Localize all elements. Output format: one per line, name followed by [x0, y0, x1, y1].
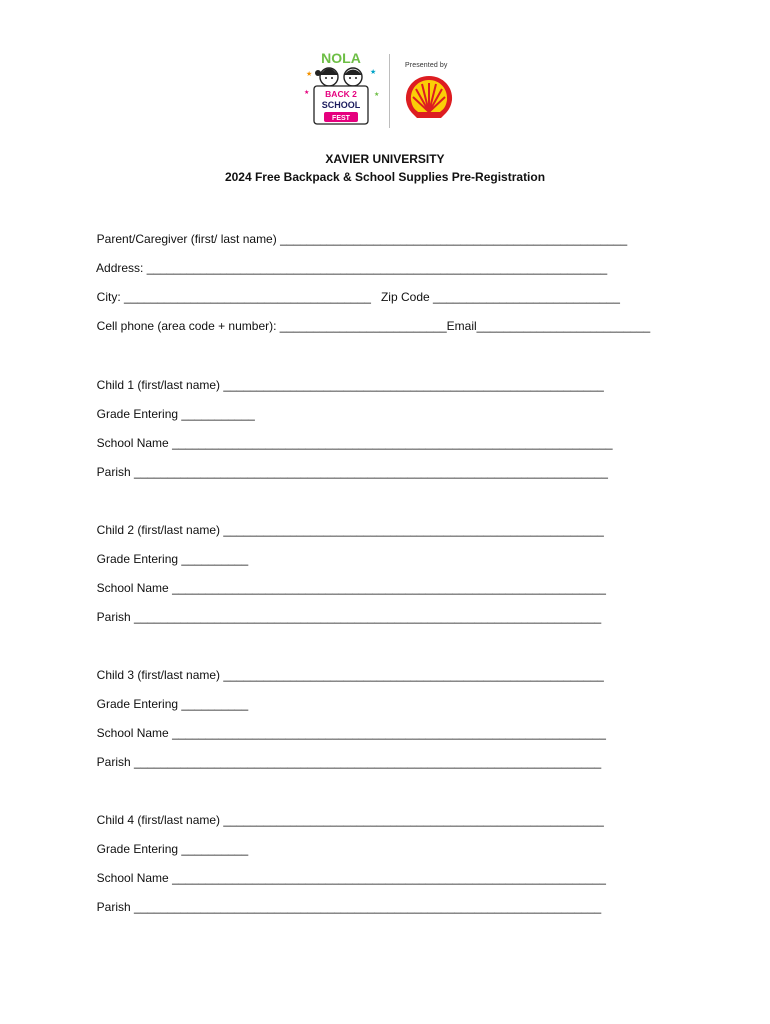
child1-parish-label: Parish: [96, 465, 131, 479]
child1-name-line[interactable]: [90, 361, 604, 393]
presented-by-text: Presented by: [405, 62, 448, 69]
child2-parish-label: Parish: [96, 610, 131, 624]
address-label: Address:: [96, 261, 144, 275]
email-blank[interactable]: __________________________: [476, 319, 651, 333]
address-line[interactable]: [90, 244, 607, 276]
child3-school-label: School Name: [96, 726, 169, 740]
child2-school-line[interactable]: [90, 564, 606, 596]
logo-divider: [389, 54, 390, 128]
child3-parish-blank[interactable]: ______________________________________________________________________: [134, 755, 602, 769]
zip-blank[interactable]: ____________________________: [433, 290, 620, 304]
email-label: Email: [446, 319, 477, 333]
phone-label: Cell phone (area code + number):: [96, 319, 277, 333]
child3-parish-label: Parish: [96, 755, 131, 769]
zip-label: Zip Code: [380, 290, 430, 304]
child3-grade-line[interactable]: [90, 680, 248, 712]
child4-parish-line[interactable]: [90, 883, 601, 915]
shell-pecten-logo: [403, 74, 455, 122]
child4-parish-label: Parish: [96, 900, 131, 914]
child3-name-line[interactable]: [90, 651, 604, 683]
child2-grade-label: Grade Entering: [96, 552, 179, 566]
child4-name-line[interactable]: [90, 796, 604, 828]
child1-grade-blank[interactable]: ___________: [181, 407, 255, 421]
child3-grade-label: Grade Entering: [96, 697, 179, 711]
child1-school-label: School Name: [96, 436, 169, 450]
child4-grade-blank[interactable]: __________: [181, 842, 249, 856]
city-label: City:: [96, 290, 121, 304]
child4-name-blank[interactable]: _________________________________________________________: [223, 813, 604, 827]
child2-name-line[interactable]: [90, 506, 604, 538]
parent-name-label: Parent/Caregiver (first/ last name): [96, 232, 277, 246]
child3-parish-line[interactable]: [90, 738, 601, 770]
svg-text:★: ★: [374, 92, 380, 98]
header-logos: [300, 46, 480, 134]
child2-school-label: School Name: [96, 581, 169, 595]
child1-school-line[interactable]: [90, 419, 613, 451]
form-title: XAVIER UNIVERSITY: [325, 152, 445, 166]
child4-name-label: Child 4 (first/last name): [96, 813, 221, 827]
form-subtitle: 2024 Free Backpack & School Supplies Pre-Registration: [224, 170, 546, 184]
phone-blank[interactable]: _________________________: [279, 319, 447, 333]
child4-school-label: School Name: [96, 871, 169, 885]
address-blank[interactable]: _____________________________________________________________________: [146, 261, 608, 275]
svg-text:★: ★: [370, 69, 377, 76]
child2-parish-line[interactable]: [90, 593, 601, 625]
parent-name-line[interactable]: [90, 215, 627, 247]
child2-parish-blank[interactable]: ______________________________________________________________________: [134, 610, 602, 624]
logo-fest-text: FEST: [332, 115, 350, 122]
child4-school-line[interactable]: [90, 854, 606, 886]
child2-grade-blank[interactable]: __________: [181, 552, 249, 566]
child1-grade-label: Grade Entering: [96, 407, 179, 421]
child1-school-blank[interactable]: __________________________________________________________________: [172, 436, 613, 450]
child1-name-label: Child 1 (first/last name): [96, 378, 221, 392]
child4-grade-line[interactable]: [90, 825, 248, 857]
child3-school-blank[interactable]: _________________________________________________________________: [172, 726, 606, 740]
svg-text:★: ★: [304, 90, 310, 96]
child3-school-line[interactable]: [90, 709, 606, 741]
child4-parish-blank[interactable]: ______________________________________________________________________: [134, 900, 602, 914]
nola-back2school-fest-logo: [300, 46, 382, 132]
child2-grade-line[interactable]: [90, 535, 248, 567]
child1-grade-line[interactable]: [90, 390, 255, 422]
svg-text:★: ★: [306, 71, 313, 78]
logo-nola-text: NOLA: [321, 50, 361, 66]
phone-email-line[interactable]: [90, 302, 650, 334]
city-zip-line[interactable]: [90, 273, 620, 305]
child3-grade-blank[interactable]: __________: [181, 697, 249, 711]
child3-name-label: Child 3 (first/last name): [96, 668, 221, 682]
child2-school-blank[interactable]: _________________________________________________________________: [172, 581, 606, 595]
child1-parish-blank[interactable]: _______________________________________________________________________: [134, 465, 608, 479]
child2-name-label: Child 2 (first/last name): [96, 523, 221, 537]
city-blank[interactable]: _____________________________________: [124, 290, 371, 304]
child1-name-blank[interactable]: _________________________________________________________: [223, 378, 604, 392]
child3-name-blank[interactable]: _________________________________________________________: [223, 668, 604, 682]
child1-parish-line[interactable]: [90, 448, 608, 480]
child4-school-blank[interactable]: _________________________________________________________________: [172, 871, 606, 885]
parent-name-blank[interactable]: ____________________________________________________: [280, 232, 628, 246]
child4-grade-label: Grade Entering: [96, 842, 179, 856]
logo-school-text: SCHOOL: [321, 100, 361, 110]
logo-back2-text: BACK 2: [325, 89, 357, 99]
child2-name-blank[interactable]: _________________________________________________________: [223, 523, 604, 537]
